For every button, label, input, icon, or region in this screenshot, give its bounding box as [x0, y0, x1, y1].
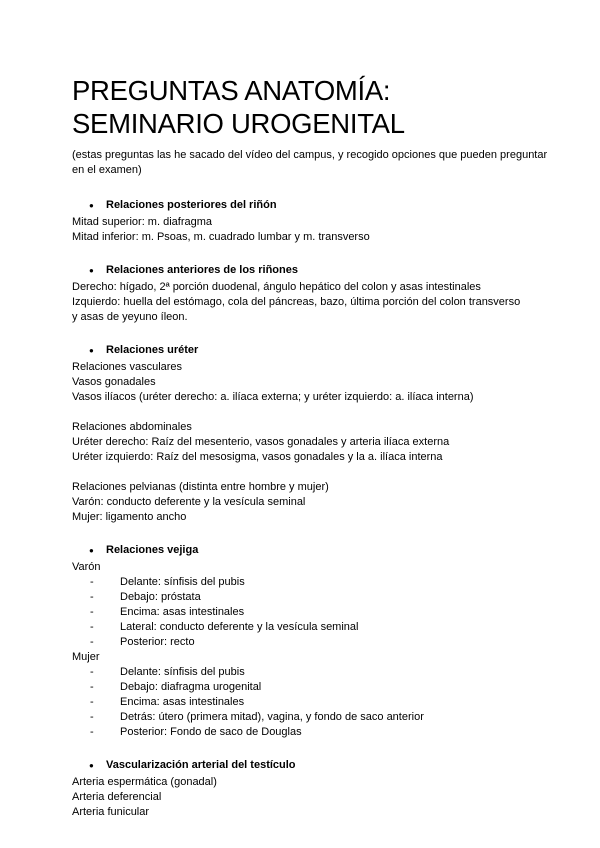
text-line: Uréter derecho: Raíz del mesenterio, vasos gonadales y arteria ilíaca externa	[72, 436, 450, 448]
text-line: Vasos gonadales	[72, 376, 156, 388]
section-heading-vejiga: ● Relaciones vejiga	[72, 543, 560, 558]
dash-list-item: - Debajo: diafragma urogenital	[72, 680, 560, 695]
subheading-vasculares: Relaciones vasculares	[72, 361, 183, 373]
text-line: y asas de yeyuno íleon.	[72, 311, 188, 323]
subheading-pelvianas: Relaciones pelvianas (distinta entre hombre y mujer)	[72, 481, 329, 493]
text-line: Derecho: hígado, 2ª porción duodenal, ángulo hepático del colon y asas intestinales	[72, 281, 481, 293]
subheading-mujer: Mujer	[72, 651, 100, 663]
text-line: Arteria funicular	[72, 806, 150, 818]
text-line: Varón: conducto deferente y la vesícula seminal	[72, 496, 306, 508]
dash-list-item: - Encima: asas intestinales	[72, 605, 560, 620]
section-heading-rinon-anterior: ● Relaciones anteriores de los riñones	[72, 263, 560, 278]
dash-list-item: - Lateral: conducto deferente y la vesícula seminal	[72, 620, 560, 635]
dash-list-item: - Encima: asas intestinales	[72, 695, 560, 710]
text-line: Izquierdo: huella del estómago, cola del páncreas, bazo, última porción del colon transverso	[72, 296, 521, 308]
title-line-2: SEMINARIO UROGENITAL	[72, 108, 405, 139]
document-title	[72, 0, 560, 140]
text-line: Vasos ilíacos (uréter derecho: a. ilíaca externa; y uréter izquierdo: a. ilíaca interna)	[72, 391, 474, 403]
dash-list-item: - Debajo: próstata	[72, 590, 560, 605]
text-line: Mitad inferior: m. Psoas, m. cuadrado lumbar y m. transverso	[72, 231, 370, 243]
section-heading-testiculo: ● Vascularización arterial del testículo	[72, 758, 560, 773]
text-line: Mitad superior: m. diafragma	[72, 216, 212, 228]
dash-list-item: - Delante: sínfisis del pubis	[72, 575, 560, 590]
intro-note: (estas preguntas las he sacado del vídeo del campus, y recogido opciones que pueden preguntar en el examen)	[72, 149, 548, 176]
section-heading-ureter: ● Relaciones uréter	[72, 343, 560, 358]
subheading-abdominales: Relaciones abdominales	[72, 421, 192, 433]
dash-list-item: - Posterior: recto	[72, 635, 560, 650]
title-line-1: PREGUNTAS ANATOMÍA:	[72, 75, 391, 106]
dash-list-item: - Detrás: útero (primera mitad), vagina, y fondo de saco anterior	[72, 710, 560, 725]
section-heading-rinon-posterior: ● Relaciones posteriores del riñón	[72, 198, 560, 213]
subheading-varon: Varón	[72, 561, 101, 573]
dash-list-item: - Delante: sínfisis del pubis	[72, 665, 560, 680]
text-line: Uréter izquierdo: Raíz del mesosigma, vasos gonadales y la a. ilíaca interna	[72, 451, 443, 463]
text-line: Arteria deferencial	[72, 791, 162, 803]
text-line: Mujer: ligamento ancho	[72, 511, 187, 523]
dash-list-item: - Posterior: Fondo de saco de Douglas	[72, 725, 560, 740]
text-line: Arteria espermática (gonadal)	[72, 776, 217, 788]
